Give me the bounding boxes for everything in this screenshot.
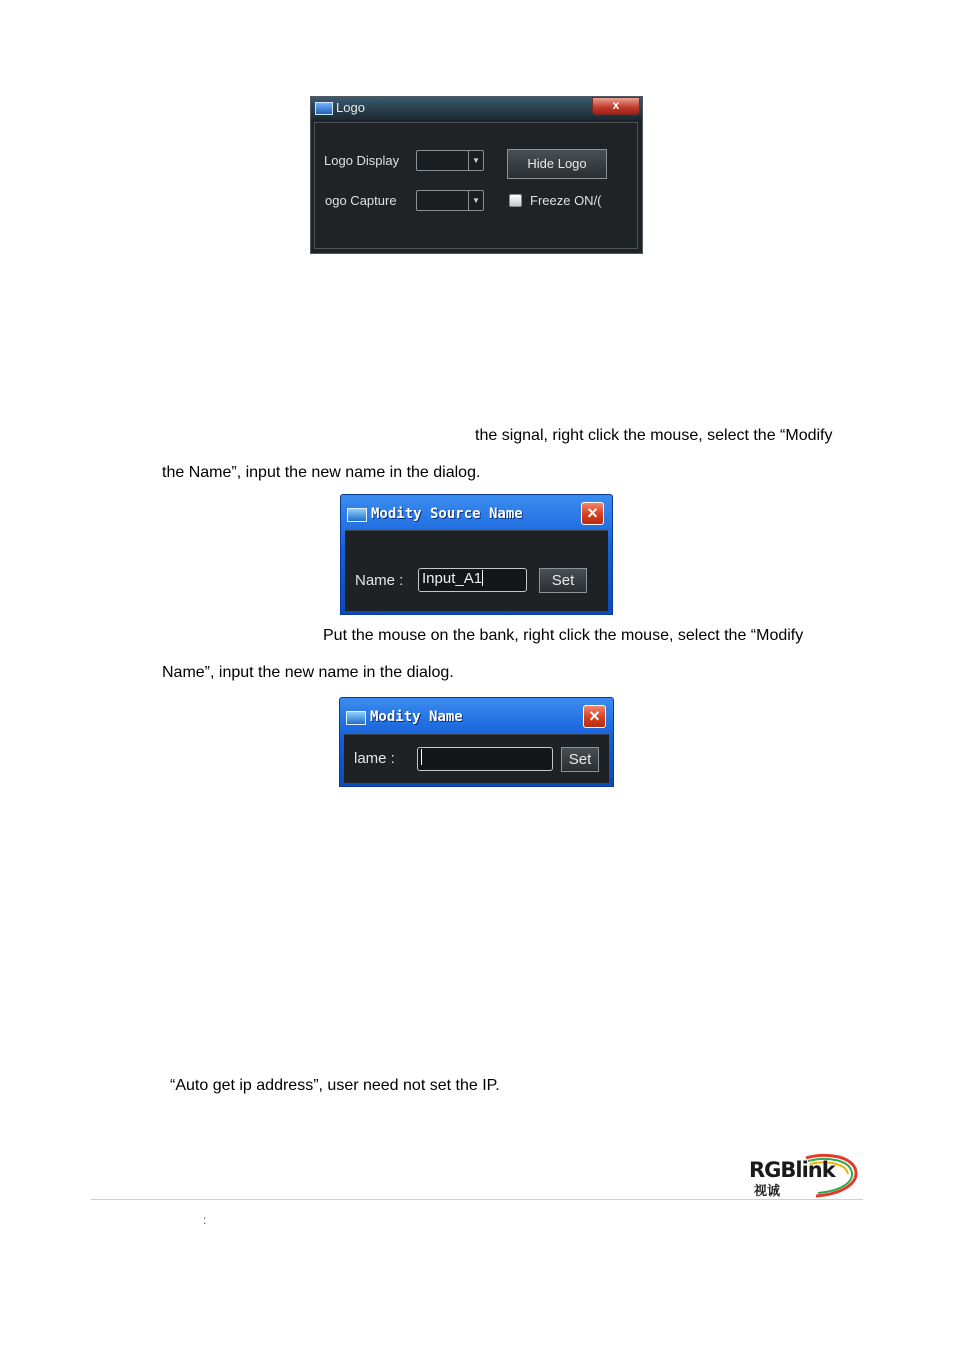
close-button[interactable]: × xyxy=(581,502,604,525)
footer-divider xyxy=(91,1199,863,1200)
set-button[interactable]: Set xyxy=(561,747,599,772)
name-label: Name : xyxy=(355,572,404,589)
brand-text: RGBlink xyxy=(749,1158,835,1182)
dialog-body xyxy=(344,734,609,783)
name-input[interactable] xyxy=(417,747,553,771)
text-caret xyxy=(482,570,483,586)
paragraph-1-line-1: the signal, right click the mouse, select the “Modify xyxy=(475,427,833,444)
rgblink-logo xyxy=(746,1152,858,1198)
freeze-label: Freeze ON/( xyxy=(530,193,602,208)
brand-chinese-text: 视诚 xyxy=(754,1184,781,1199)
logo-panel xyxy=(314,122,638,249)
modify-name-dialog xyxy=(339,697,614,787)
close-button[interactable]: x xyxy=(592,97,640,115)
logo-display-label: Logo Display xyxy=(324,153,400,168)
paragraph-3-line-1: “Auto get ip address”, user need not set the IP. xyxy=(170,1077,500,1094)
paragraph-1-line-2: the Name”, input the new name in the dialog. xyxy=(162,464,481,481)
dialog-title: Modity Name xyxy=(370,709,463,725)
chevron-down-icon: ▼ xyxy=(468,151,483,170)
logo-display-select[interactable] xyxy=(416,150,484,171)
app-icon xyxy=(347,508,367,522)
text-caret xyxy=(421,749,422,765)
paragraph-2-line-2: Name”, input the new name in the dialog. xyxy=(162,664,454,681)
app-icon xyxy=(346,711,366,725)
footer-colon: : xyxy=(203,1213,207,1227)
set-button[interactable]: Set xyxy=(539,568,587,593)
hide-logo-button[interactable]: Hide Logo xyxy=(507,149,607,179)
chevron-down-icon: ▼ xyxy=(468,191,483,210)
dialog-title: Modity Source Name xyxy=(371,506,523,522)
logo-capture-select[interactable] xyxy=(416,190,484,211)
name-input[interactable] xyxy=(418,568,527,592)
logo-window-title: Logo xyxy=(336,100,365,115)
paragraph-2-line-1: Put the mouse on the bank, right click the mouse, select the “Modify xyxy=(323,627,804,644)
logo-window xyxy=(310,96,643,254)
logo-capture-label: ogo Capture xyxy=(325,193,397,208)
app-icon xyxy=(315,102,333,115)
modify-source-name-dialog xyxy=(340,494,613,615)
dialog-body xyxy=(345,530,608,611)
close-button[interactable]: × xyxy=(583,705,606,728)
name-label: lame : xyxy=(354,750,395,767)
name-input-value: Input_A1 xyxy=(422,570,483,587)
freeze-checkbox[interactable] xyxy=(509,194,522,207)
